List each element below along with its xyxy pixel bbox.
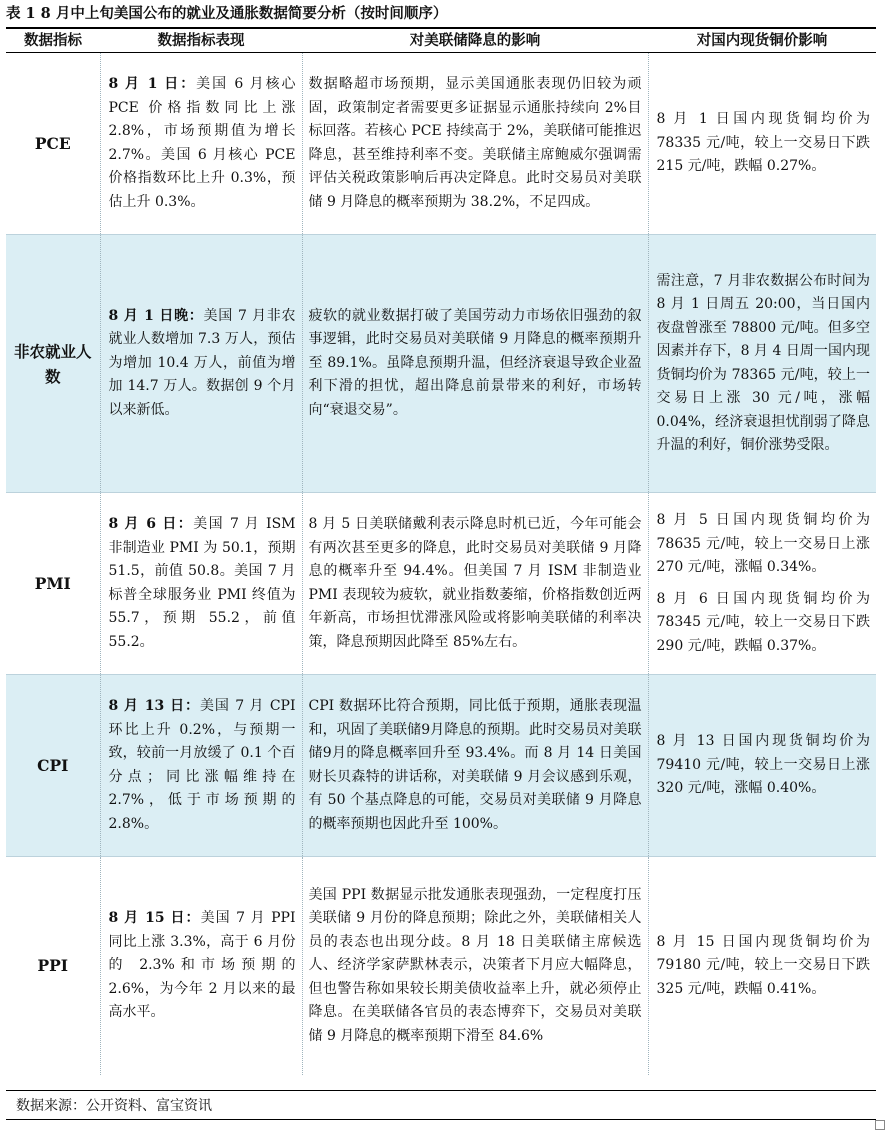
- copper-text: 8 月 15 日国内现货铜均价为 79180 元/吨，较上一交易日下跌 325 元/吨，跌幅 0.41%。: [656, 933, 870, 997]
- fed-impact-cell: CPI 数据环比符合预期，同比低于预期，通胀表现温和，巩固了美联储9月降息的预期。此时交易员对美联储9月的降息概率回升至 93.4%。而 8 月 14 日美国财长贝森特的讲话称，对美联储 9 月会议感到乐观，有 50 个基点降息的可能，交易员对美联储 9 月降息的概率预期也因此升至 100%。: [302, 675, 648, 857]
- copper-impact-cell: [648, 675, 876, 857]
- header-row: [6, 28, 876, 53]
- table-row-ppi: [6, 857, 876, 1075]
- fed-impact-cell: 8 月 5 日美联储戴利表示降息时机已近，今年可能会有两次甚至更多的降息，此时交易员对美联储 9 月降息的概率升至 94.4%。但美国 7 月 ISM 非制造业 PMI 表现较为疲软，就业指数萎缩，价格指数创近两年新高，市场担忧滞涨风险或将影响美联储的利率决策，降息预期因此降至 85%左右。: [302, 493, 648, 675]
- copper-text: 需注意，7 月非农数据公布时间为 8 月 1 日周五 20:00，当日国内夜盘曾涨至 78800 元/吨。但多空因素并存下，8 月 4 日周一国内现货铜均价为 78365 元/吨，较上一交易日上涨 30 元/吨，涨幅 0.04%，经济衰退担忧削弱了降息升温的利好，铜价涨势受限。: [656, 272, 870, 453]
- table-row-cpi: [6, 675, 876, 857]
- copper-text: 8 月 13 日国内现货铜均价为 79410 元/吨，较上一交易日上涨 320 元/吨，涨幅 0.40%。: [656, 733, 870, 797]
- fed-impact-cell: 疲软的就业数据打破了美国劳动力市场依旧强劲的叙事逻辑，此时交易员对美联储 9 月降息的概率预期升至 89.1%。虽降息预期升温，但经济衰退导致企业盈利下滑的担忧，超出降息前景带来的利好，市场转向“衰退交易”。: [302, 235, 648, 493]
- table-title: 表 1 8 月中上旬美国公布的就业及通胀数据简要分析（按时间顺序）: [6, 5, 448, 22]
- fed-impact-cell: 数据略超市场预期，显示美国通胀表现仍旧较为顽固，政策制定者需要更多证据显示通胀持续向 2%目标回落。若核心 PCE 持续高于 2%，美联储可能推迟降息，甚至维持利率不变。美联储主席鲍威尔强调需评估关税政策影响后再决定降息。此时交易员对美联储 9 月降息的概率预期为 38.2%，不足四成。: [302, 53, 648, 235]
- table-row-nonfarm: [6, 235, 876, 493]
- copper-text: 8 月 5 日国内现货铜均价为 78635 元/吨，较上一交易日上涨 270 元/吨，涨幅 0.34%。: [656, 512, 870, 575]
- header-indicator: 数据指标: [6, 28, 100, 53]
- indicator-cell: PCE: [6, 53, 100, 235]
- header-fed-impact: 对美联储降息的影响: [302, 28, 648, 53]
- release-date: 8 月 15 日：: [108, 910, 201, 926]
- copper-impact-cell: [648, 53, 876, 235]
- analysis-table: [6, 27, 876, 1075]
- copper-text: 8 月 1 日国内现货铜均价为 78335 元/吨，较上一交易日下跌 215 元/吨，跌幅 0.27%。: [656, 111, 870, 175]
- release-date: 8 月 6 日：: [108, 516, 194, 532]
- performance-cell: [100, 857, 302, 1075]
- table-row-pce: [6, 53, 876, 235]
- indicator-cell: 非农就业人数: [6, 235, 100, 493]
- performance-cell: [100, 493, 302, 675]
- copper-text: 8 月 6 日国内现货铜均价为 78345 元/吨，较上一交易日下跌 290 元/吨，跌幅 0.37%。: [656, 590, 870, 654]
- performance-text: 美国 6 月核心 PCE 价格指数同比上涨 2.8%，市场预期值为增长 2.7%。美国 6 月核心 PCE 价格指数环比上升 0.3%，预估上升 0.3%。: [108, 76, 296, 210]
- release-date: 8 月 1 日晚：: [108, 307, 204, 324]
- performance-cell: [100, 675, 302, 857]
- header-copper-impact: 对国内现货铜价影响: [648, 28, 876, 53]
- performance-text: 美国 7 月 ISM 非制造业 PMI 为 50.1，预期 51.5，前值 50.8。美国 7 月标普全球服务业 PMI 终值为 55.7，预期 55.2，前值 55.2。: [108, 516, 296, 650]
- performance-cell: [100, 235, 302, 493]
- table-row-pmi: [6, 493, 876, 675]
- data-source-note: 数据来源：公开资料、富宝资讯: [6, 1090, 876, 1120]
- copper-impact-cell: [648, 493, 876, 675]
- copper-impact-cell: [648, 857, 876, 1075]
- resize-handle-icon[interactable]: [875, 1120, 885, 1130]
- copper-impact-cell: [648, 235, 876, 493]
- performance-text: 美国 7 月 PPI 同比上涨 3.3%，高于 6 月份的 2.3%和市场预期的 2.6%，为今年 2 月以来的最高水平。: [108, 910, 296, 1020]
- release-date: 8 月 13 日：: [108, 698, 200, 714]
- fed-impact-cell: 美国 PPI 数据显示批发通胀表现强劲，一定程度打压美联储 9 月份的降息预期；除此之外，美联储相关人员的表态也出现分歧。8 月 18 日美联储主席候选人、经济学家萨默林表示，决策者下月应大幅降息，但也警告称如果较长期美债收益率上升，就必须停止降息。在美联储各官员的表态博弈下，交易员对美联储 9 月降息的概率预期下滑至 84.6%: [302, 857, 648, 1075]
- release-date: 8 月 1 日：: [108, 76, 197, 92]
- indicator-cell: CPI: [6, 675, 100, 857]
- performance-text: 美国 7 月非农就业人数增加 7.3 万人，预估为增加 10.4 万人，前值为增加 14.7 万人。数据创 9 个月以来新低。: [108, 307, 296, 418]
- header-performance: 数据指标表现: [100, 28, 302, 53]
- performance-cell: [100, 53, 302, 235]
- performance-text: 美国 7 月 CPI 环比上升 0.2%，与预期一致，较前一月放缓了 0.1 个百分点；同比涨幅维持在 2.7%，低于市场预期的 2.8%。: [108, 698, 296, 832]
- indicator-cell: PPI: [37, 956, 69, 976]
- indicator-cell: PMI: [6, 493, 100, 675]
